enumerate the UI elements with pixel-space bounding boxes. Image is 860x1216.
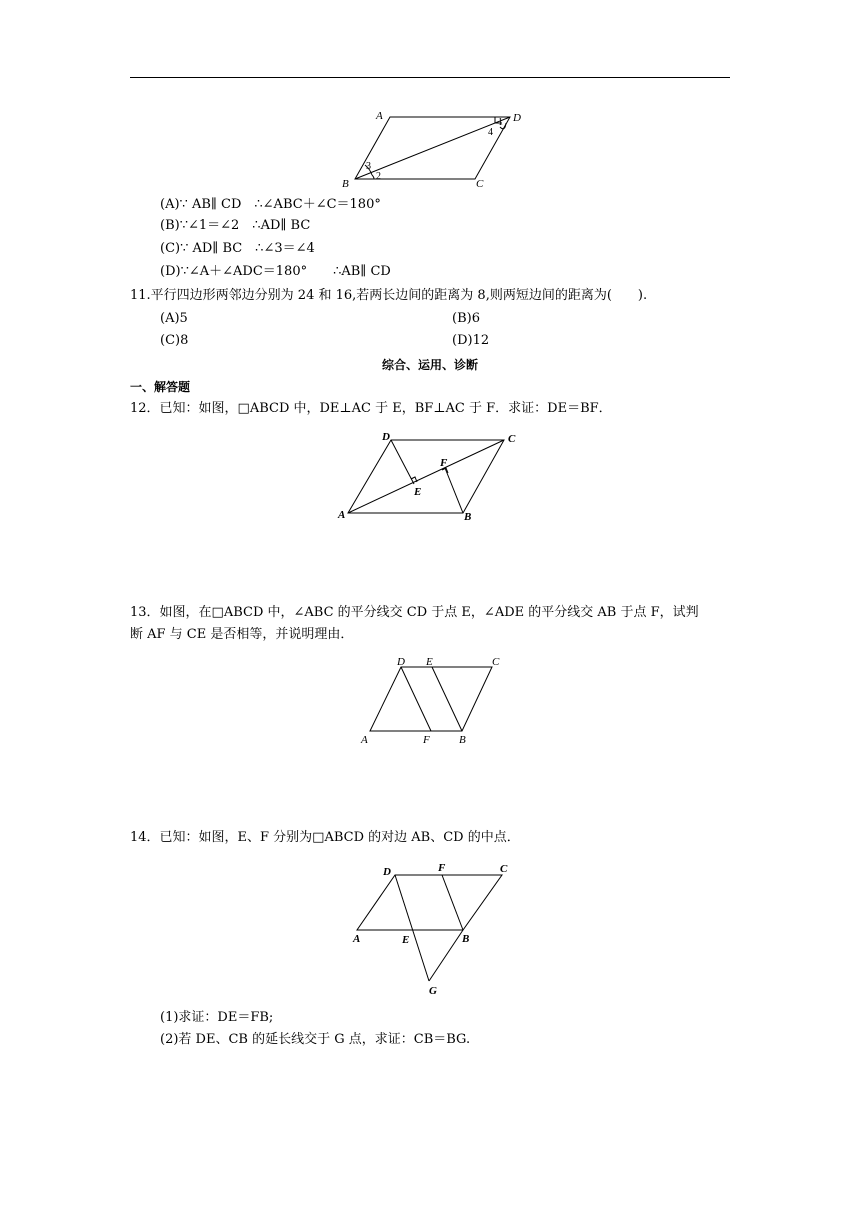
header-rule <box>130 77 730 78</box>
q10-option-c: (C)∵ AD∥ BC ∴∠3＝∠4 <box>160 241 315 256</box>
q11-option-d: (D)12 <box>452 333 490 348</box>
diagonal-ac <box>348 440 504 513</box>
segment-bg <box>429 930 463 981</box>
label-c: C <box>492 656 500 668</box>
segment-eb <box>432 667 462 731</box>
label-g: G <box>429 985 437 997</box>
label-d: D <box>513 112 521 124</box>
label-angle-1: 1 <box>498 117 503 128</box>
section-title: 综合、运用、诊断 <box>381 358 478 372</box>
q11-option-b: (B)6 <box>452 311 480 326</box>
segment-bf <box>445 468 463 513</box>
label-f: F <box>423 734 430 746</box>
q12-stem: 12．已知：如图，□ABCD 中，DE⊥AC 于 E，BF⊥AC 于 F．求证：DE＝BF． <box>130 401 612 416</box>
label-e: E <box>402 934 410 946</box>
q13-stem-line2: 断 AF 与 CE 是否相等，并说明理由． <box>130 627 354 642</box>
label-b: B <box>464 511 472 523</box>
label-angle-3: 3 <box>366 161 371 172</box>
q10-option-a: (A)∵ AB∥ CD ∴∠ABC＋∠C＝180° <box>160 197 381 212</box>
figure-q10 <box>330 105 530 195</box>
parallelogram-abcd <box>370 667 492 731</box>
segment-df <box>401 667 431 731</box>
label-d: D <box>383 866 391 878</box>
label-a: A <box>353 933 361 945</box>
label-c: C <box>500 863 508 875</box>
label-e: E <box>414 486 422 498</box>
label-b: B <box>462 933 470 945</box>
label-e: E <box>426 656 433 668</box>
parallelogram-abcd <box>357 875 502 930</box>
q14-part2: (2)若 DE、CB 的延长线交于 G 点，求证：CB＝BG. <box>160 1032 471 1047</box>
figure-q12 <box>338 430 528 525</box>
q11-option-a: (A)5 <box>160 311 188 326</box>
label-d: D <box>397 656 405 668</box>
segment-de <box>391 440 414 484</box>
q10-option-b: (B)∵∠1＝∠2 ∴AD∥ BC <box>160 218 311 233</box>
diagonal-bd <box>355 117 510 179</box>
label-a: A <box>361 734 368 746</box>
q13-stem-line1: 13．如图，在□ABCD 中，∠ABC 的平分线交 CD 于点 E，∠ADE 的平分线交 AB 于点 F，试判 <box>130 605 699 620</box>
figure-q13 <box>355 655 515 747</box>
label-angle-2: 2 <box>376 171 381 182</box>
q10-option-d: (D)∵∠A＋∠ADC＝180° ∴AB∥ CD <box>160 264 391 279</box>
segment-fb <box>442 875 463 930</box>
figure-q14 <box>345 860 525 995</box>
angle-mark-2 <box>372 175 374 179</box>
label-d: D <box>382 431 390 443</box>
label-f: F <box>440 457 448 469</box>
label-b: B <box>459 734 466 746</box>
section-subtitle: 一、解答题 <box>130 380 191 394</box>
label-a: A <box>376 110 383 122</box>
q11-stem: 11.平行四边形两邻边分别为 24 和 16,若两长边间的距离为 8,则两短边间的距离为( ). <box>130 288 648 303</box>
segment-dg <box>395 875 429 981</box>
q14-part1: (1)求证：DE＝FB; <box>160 1010 274 1025</box>
label-c: C <box>508 433 516 445</box>
label-angle-4: 4 <box>488 127 493 138</box>
q14-stem: 14．已知：如图，E、F 分别为□ABCD 的对边 AB、CD 的中点． <box>130 830 520 845</box>
q11-option-c: (C)8 <box>160 333 189 348</box>
label-c: C <box>476 178 484 190</box>
label-a: A <box>338 509 346 521</box>
label-f: F <box>438 862 446 874</box>
label-b: B <box>342 178 349 190</box>
